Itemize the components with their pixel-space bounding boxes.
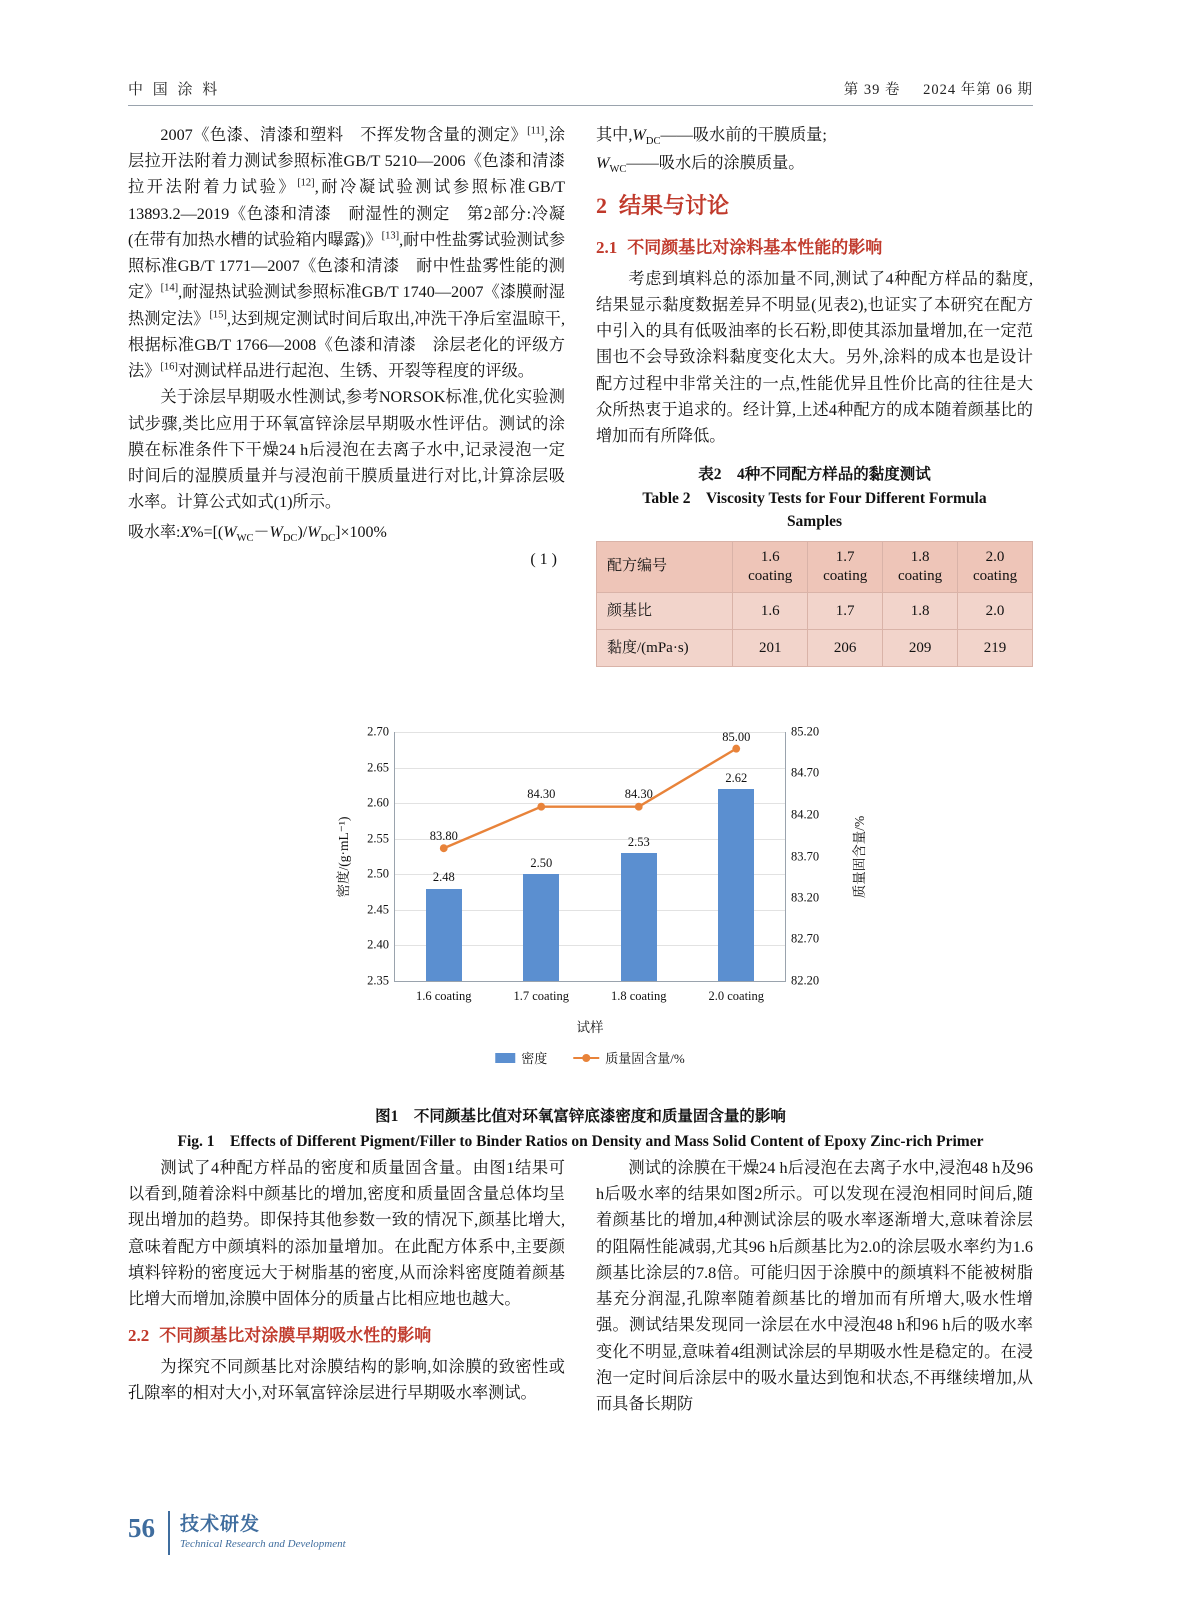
viscosity-table: [596, 541, 1033, 667]
y-tick-right-4: 84.20: [791, 807, 820, 822]
figure-1: [128, 718, 1033, 1098]
table-row: [597, 629, 1033, 666]
cell-ratio-3: 2.0: [958, 592, 1033, 629]
table-header-cell-2: 1.7 coating: [808, 542, 883, 593]
cell-viscosity-2: 209: [883, 629, 958, 666]
journal-name: 中 国 涂 料: [128, 82, 221, 98]
y-tick-right-0: 82.20: [791, 973, 820, 988]
legend-item-mass-solid: [573, 1048, 684, 1067]
line-label-1: 84.30: [527, 786, 556, 801]
left-column: [128, 122, 582, 573]
y-axis-label-right: 质量固含量/%: [852, 815, 867, 899]
line-series-mass-solid-content: [395, 729, 785, 981]
x-tick-0: 1.6 coating: [415, 989, 472, 1003]
row-label-viscosity: 黏度/(mPa·s): [597, 629, 733, 666]
lower-left-column: [128, 1155, 565, 1406]
symbol-definition-2: $W_{WC}——$吸水后的涂膜质量。: [596, 154, 805, 176]
y-tick-left-2: 2.45: [367, 902, 389, 917]
lower-right-column: [596, 1155, 1033, 1417]
issue-label: 2024 年第 06 期: [923, 82, 1033, 98]
bar-label-1: 2.50: [530, 855, 553, 870]
cell-ratio-2: 1.8: [883, 592, 958, 629]
y-tick-right-3: 83.70: [791, 849, 820, 863]
legend-label-density: 密度: [521, 1051, 548, 1066]
paragraph-viscosity-discussion: 考虑到填料总的添加量不同,测试了4种配方样品的黏度,结果显示黏度数据差异不明显(见表2),也证实了本研究在配方中引入的具有低吸油率的长石粉,即使其添加量增加,在一定范围也不会导致涂料黏度变化太大。另外,涂料的成本也是设计配方过程中非常关注的一点,性能优异且性价比高的往往是大众所热衷于追求的。经计算,上述4种配方的成本随着颜基比的增加而有所降低。: [596, 269, 1033, 446]
section-2-2-number: 2.2: [128, 1326, 150, 1346]
x-tick-1: 1.7 coating: [513, 989, 570, 1003]
y-tick-right-5: 84.70: [791, 765, 820, 780]
y-tick-left-1: 2.40: [367, 937, 389, 952]
line-label-2: 84.30: [624, 786, 653, 801]
line-point-3: [732, 745, 740, 753]
paragraph-absorption-results: 测试的涂膜在干燥24 h后浸泡在去离子水中,浸泡48 h及96 h后吸水率的结果如图2所示。可以发现在浸泡相同时间后,随着颜基比的增加,4种测试涂层的吸水率逐渐增大,意味着涂层的阻隔性能减弱,尤其96 h后颜基比为2.0的涂层吸水率约为1.6颜基比涂层的7.8倍。可能归因于涂膜中的颜填料不能被树脂基充分润湿,孔隙率随着颜基比的增加而有所增大,吸水性增强。测试结果发现同一涂层在水中浸泡48 h和96 h后的吸水率变化不明显,意味着4组测试涂层的早期吸水性是稳定的。在浸泡一定时间后涂层中的吸水量达到饱和状态,不再继续增加,从而具备长期防: [596, 1159, 1033, 1414]
section-2-title: 结果与讨论: [619, 193, 730, 219]
y-tick-left-7: 2.70: [367, 724, 389, 739]
section-2-1-title: 不同颜基比对涂料基本性能的影响: [627, 238, 883, 258]
paragraph-density-results: 测试了4种配方样品的密度和质量固含量。由图1结果可以看到,随着涂料中颜基比的增加,密度和质量固含量总体均呈现出增加的趋势。即保持其他参数一致的情况下,颜基比增大,意味着配方中颜填料的添加量增加。在此配方体系中,主要颜填料锌粉的密度远大于树脂基的密度,从而涂料密度随着颜基比增大而增加,涂膜中固体分的质量占比相应地也越大。: [128, 1159, 565, 1309]
equation-1: 吸水率$:X\%=[(W_{WC}-W_{DC})/W_{DC}]\times 100\%$ ( 1 ): [128, 520, 565, 573]
figure-1-caption: [128, 1105, 1033, 1155]
running-head: [128, 78, 1033, 99]
y-tick-right-6: 85.20: [791, 724, 820, 739]
y-tick-left-0: 2.35: [367, 973, 389, 988]
bar-label-0: 2.48: [432, 870, 455, 885]
section-2-number: 2: [596, 193, 607, 219]
cell-viscosity-3: 219: [958, 629, 1033, 666]
bar-label-3: 2.62: [725, 770, 748, 785]
cell-ratio-1: 1.7: [808, 592, 883, 629]
section-2-2-title: 不同颜基比对涂膜早期吸水性的影响: [159, 1326, 432, 1346]
legend-line-swatch-icon: [573, 1053, 599, 1063]
cell-ratio-0: 1.6: [733, 592, 808, 629]
section-2-1-number: 2.1: [596, 238, 618, 258]
chart-legend: [495, 1048, 684, 1067]
symbol-definition-1: 其中$,W_{DC}——$吸水前的干膜质量;: [596, 126, 827, 148]
equation-number: ( 1 ): [530, 550, 557, 568]
footer-section-en: Technical Research and Development: [180, 1538, 346, 1550]
line-point-0: [440, 844, 448, 852]
y-axis-label-left: 密度/(g·mL⁻¹): [336, 816, 351, 898]
y-tick-left-4: 2.55: [367, 831, 389, 846]
chart-area: [128, 718, 1033, 1098]
table2-caption-en1: Table 2 Viscosity Tests for Four Different Formula: [642, 489, 987, 507]
y-tick-left-3: 2.50: [367, 866, 389, 881]
bar-label-2: 2.53: [627, 834, 650, 849]
line-path: [444, 749, 737, 849]
table2-caption-en2: Samples: [786, 512, 843, 530]
volume-label: 第 39 卷: [843, 82, 901, 98]
footer-divider: [168, 1511, 170, 1555]
y-tick-right-1: 82.70: [791, 931, 820, 946]
header-divider: [128, 105, 1033, 106]
x-tick-2: 1.8 coating: [610, 989, 667, 1003]
table-header-cell-3: 1.8 coating: [883, 542, 958, 593]
legend-bar-swatch-icon: [495, 1053, 515, 1063]
figure-caption-cn: 图1 不同颜基比值对环氧富锌底漆密度和质量固含量的影响: [375, 1108, 786, 1125]
section-heading-2: [596, 188, 1033, 224]
table-header-row: [597, 542, 1033, 593]
line-label-3: 85.00: [722, 729, 751, 744]
table2-caption: [596, 463, 1033, 533]
y-tick-left-6: 2.65: [367, 760, 389, 775]
line-point-2: [635, 803, 643, 811]
section-heading-2-1: [596, 234, 1033, 262]
cell-viscosity-1: 206: [808, 629, 883, 666]
paragraph-water-absorption-method: 关于涂层早期吸水性测试,参考NORSOK标准,优化实验测试步骤,类比应用于环氧富锌涂层早期吸水性评估。测试的涂膜在标准条件下干燥24 h后浸泡在去离子水中,记录浸泡一定时间后的湿膜质量并与浸泡前干膜质量进行对比,计算涂层吸水率。计算公式如式(1)所示。: [128, 388, 565, 512]
x-tick-3: 2.0 coating: [708, 989, 765, 1003]
line-label-0: 83.80: [429, 829, 458, 844]
line-point-1: [537, 803, 545, 811]
plot-region: [367, 724, 820, 1003]
legend-item-density: [495, 1048, 547, 1067]
footer-section-cn: 技术研发: [180, 1514, 261, 1535]
page-footer: [128, 1505, 1033, 1565]
issue-info: [844, 78, 1033, 99]
paragraph-standards: 2007《色漆、清漆和塑料 不挥发物含量的测定》[11],涂层拉开法附着力测试参照标准GB/T 5210—2006《色漆和清漆 拉开法附着力试验》[12],耐冷凝试验测试参照标准GB/T 13893.2—2019《色漆和清漆 耐湿性的测定 第2部分:冷凝(在带有加热水槽的试验箱内曝露)》[13],耐中性盐雾试验测试参照标准GB/T 1771—2007《色漆和清漆 耐中性盐雾性能的测定》[14],耐湿热试验测试参照标准GB/T 1740—2007《漆膜耐湿热测定法》[15],达到规定测试时间后取出,冲洗干净后室温晾干,根据标准GB/T 1766—2008《色漆和清漆 涂层老化的评级方法》[16]对测试样品进行起泡、生锈、开裂等程度的评级。: [128, 125, 582, 381]
page-number: 56: [128, 1513, 155, 1543]
section-heading-2-2: [128, 1322, 565, 1350]
paragraph-early-water-test: 为探究不同颜基比对涂膜结构的影响,如涂膜的致密性或孔隙率的相对大小,对环氧富锌涂层进行早期吸水率测试。: [128, 1357, 565, 1403]
x-axis-label: 试样: [576, 1020, 604, 1035]
cell-viscosity-0: 201: [733, 629, 808, 666]
table-header-cell-1: 1.6 coating: [733, 542, 808, 593]
right-column: [596, 122, 1033, 667]
row-label-ratio: 颜基比: [597, 592, 733, 629]
figure-caption-en: Fig. 1 Effects of Different Pigment/Filler to Binder Ratios on Density and Mass Solid Content of Epoxy Zinc-rich Primer: [177, 1132, 984, 1150]
y-tick-right-2: 83.20: [791, 890, 820, 905]
legend-label-mass-solid: 质量固含量/%: [605, 1051, 685, 1066]
table-header-cell-4: 2.0 coating: [958, 542, 1033, 593]
table-header-cell-0: 配方编号: [597, 542, 733, 593]
table-row: [597, 592, 1033, 629]
y-tick-left-5: 2.60: [367, 795, 389, 810]
footer-section-name: [180, 1509, 346, 1550]
table2-caption-cn: 表2 4种不同配方样品的黏度测试: [698, 466, 931, 484]
